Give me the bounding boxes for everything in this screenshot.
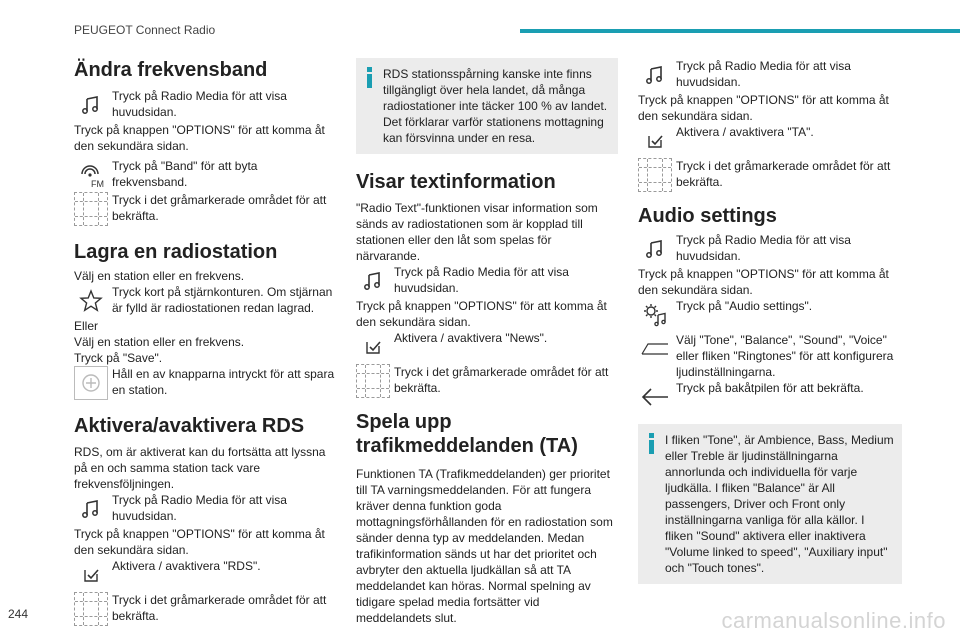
tab-icon bbox=[638, 332, 672, 366]
section-title-text-info: Visar textinformation bbox=[356, 171, 556, 193]
step-hold bbox=[74, 366, 336, 400]
music-note-icon bbox=[74, 492, 108, 526]
step-text: Välj "Tone", "Balance", "Sound", "Voice" eller fliken "Ringtones" för att konfigurera ljudinställningarna. bbox=[676, 333, 894, 379]
checkbox-icon bbox=[74, 558, 108, 592]
step-radio-media bbox=[638, 58, 902, 92]
step-text: Tryck på Radio Media för att visa huvudsidan. bbox=[112, 493, 287, 523]
paragraph: Välj en station eller en frekvens. bbox=[74, 269, 245, 283]
star-outline-icon bbox=[74, 284, 108, 318]
section-title-audio-settings: Audio settings bbox=[638, 205, 777, 227]
step-text: Tryck kort på stjärnkonturen. Om stjärnan är fylld är radiostationen redan lagrad. bbox=[112, 285, 333, 315]
step-radio-media bbox=[74, 492, 336, 526]
section-title-store-station: Lagra en radiostation bbox=[74, 241, 278, 263]
info-box-audio bbox=[638, 424, 902, 584]
paragraph: RDS, om är aktiverat kan du fortsätta att lyssna på en och samma station tack vare frekvensföljningen. bbox=[74, 445, 326, 491]
paragraph: Tryck på knappen "OPTIONS" för att komma åt den sekundära sidan. bbox=[74, 527, 325, 557]
paragraph: "Radio Text"-funktionen visar information som sänds av radiostationen som är kopplad till stationen eller den låt som spelas för närvarande. bbox=[356, 201, 598, 263]
paragraph: Tryck på knappen "OPTIONS" för att komma åt den sekundära sidan. bbox=[356, 299, 607, 329]
step-confirm bbox=[74, 592, 336, 626]
info-box-rds bbox=[356, 58, 618, 154]
paragraph: Funktionen TA (Trafikmeddelanden) ger prioritet till TA varningsmeddelanden. För att fungera kräver denna funktion goda mottagningsförhållanden för en radiostation som sänder denna typ av meddelanden. Medan trafikinformation sänds ut har det prioritet och avbryter den aktuella ljudkällan så att TA meddelandet kan höras. Normal spelning av tidigare spelad media fortsätter vid meddelandets slut. bbox=[356, 467, 613, 625]
back-arrow-icon bbox=[638, 380, 672, 414]
step-band bbox=[74, 158, 336, 192]
page-number: 244 bbox=[8, 607, 29, 621]
column-1 bbox=[74, 52, 336, 626]
section-title-frequency-band: Ändra frekvensband bbox=[74, 59, 268, 81]
music-note-icon bbox=[356, 264, 390, 298]
step-choose-tab bbox=[638, 332, 902, 380]
step-confirm bbox=[638, 158, 902, 192]
step-back-arrow bbox=[638, 380, 902, 414]
checkbox-icon bbox=[356, 330, 390, 364]
watermark: carmanualsonline.info bbox=[721, 608, 946, 633]
add-station-icon bbox=[74, 366, 108, 400]
info-icon bbox=[648, 433, 655, 454]
paragraph: Tryck på knappen "OPTIONS" för att komma åt den sekundära sidan. bbox=[638, 93, 889, 123]
info-icon bbox=[366, 67, 373, 88]
step-ta-toggle bbox=[638, 124, 902, 158]
step-text: Tryck på Radio Media för att visa huvudsidan. bbox=[394, 265, 569, 295]
info-text: I fliken "Tone", är Ambience, Bass, Medium eller Treble är ljudinställningarna annorlunda och individuella för varje ljudkälla. I fliken "Balance" är All passengers, Driver och Front only inställningarna vanliga för alla källor. I fliken "Sound" aktivera eller inaktivera "Volume linked to speed", "Auxiliary input" och "Touch tones". bbox=[665, 433, 894, 575]
header-accent-bar bbox=[520, 29, 960, 33]
step-audio-settings bbox=[638, 298, 902, 332]
step-text: Tryck på Radio Media för att visa huvudsidan. bbox=[112, 89, 287, 119]
step-text: Tryck i det gråmarkerade området för att bekräfta. bbox=[394, 365, 609, 395]
step-star bbox=[74, 284, 336, 318]
step-text: Tryck på bakåtpilen för att bekräfta. bbox=[676, 381, 864, 395]
step-text: Tryck i det gråmarkerade området för att bekräfta. bbox=[112, 593, 327, 623]
step-radio-media bbox=[74, 88, 336, 122]
info-text: RDS stationsspårning kanske inte finns tillgängligt över hela landet, då många radiostationer inte täcker 100 % av landet. Det förklarar varför stationens mottagning kan försvinna under en resa. bbox=[383, 67, 608, 145]
step-text: Tryck på "Audio settings". bbox=[676, 299, 813, 313]
grey-area-icon bbox=[74, 192, 108, 226]
step-text: Tryck i det gråmarkerade området för att bekräfta. bbox=[112, 193, 327, 223]
running-header: PEUGEOT Connect Radio bbox=[74, 23, 216, 37]
grey-area-icon bbox=[74, 592, 108, 626]
fm-radio-icon bbox=[74, 158, 108, 192]
step-text: Aktivera / avaktivera "RDS". bbox=[112, 559, 261, 573]
step-confirm bbox=[74, 192, 336, 226]
checkbox-icon bbox=[638, 124, 672, 158]
paragraph: Tryck på knappen "OPTIONS" för att komma åt den sekundära sidan. bbox=[638, 267, 889, 297]
step-text: Håll en av knapparna intryckt för att spara en station. bbox=[112, 367, 335, 397]
grey-area-icon bbox=[356, 364, 390, 398]
step-news-toggle bbox=[356, 330, 618, 364]
step-text: Aktivera / avaktivera "TA". bbox=[676, 125, 814, 139]
step-text: Tryck i det gråmarkerade området för att bekräfta. bbox=[676, 159, 891, 189]
step-confirm bbox=[356, 364, 618, 398]
paragraph: Eller bbox=[74, 319, 99, 333]
step-rds-toggle bbox=[74, 558, 336, 592]
paragraph: Välj en station eller en frekvens. bbox=[74, 335, 245, 349]
section-title-traffic: Spela upp trafikmeddelanden (TA) bbox=[356, 411, 578, 457]
step-text: Tryck på Radio Media för att visa huvudsidan. bbox=[676, 233, 851, 263]
step-radio-media bbox=[638, 232, 902, 266]
section-title-rds: Aktivera/avaktivera RDS bbox=[74, 415, 305, 437]
grey-area-icon bbox=[638, 158, 672, 192]
music-note-icon bbox=[638, 232, 672, 266]
fm-label: FM bbox=[91, 179, 104, 189]
step-text: Tryck på Radio Media för att visa huvudsidan. bbox=[676, 59, 851, 89]
gear-music-icon bbox=[638, 298, 672, 332]
step-text: Aktivera / avaktivera "News". bbox=[394, 331, 548, 345]
column-3 bbox=[638, 52, 902, 584]
paragraph: Tryck på "Save". bbox=[74, 351, 163, 365]
paragraph: Tryck på knappen "OPTIONS" för att komma åt den sekundära sidan. bbox=[74, 123, 325, 153]
music-note-icon bbox=[74, 88, 108, 122]
music-note-icon bbox=[638, 58, 672, 92]
column-2 bbox=[356, 52, 618, 626]
step-text: Tryck på "Band" för att byta frekvensband. bbox=[112, 159, 258, 189]
step-radio-media bbox=[356, 264, 618, 298]
